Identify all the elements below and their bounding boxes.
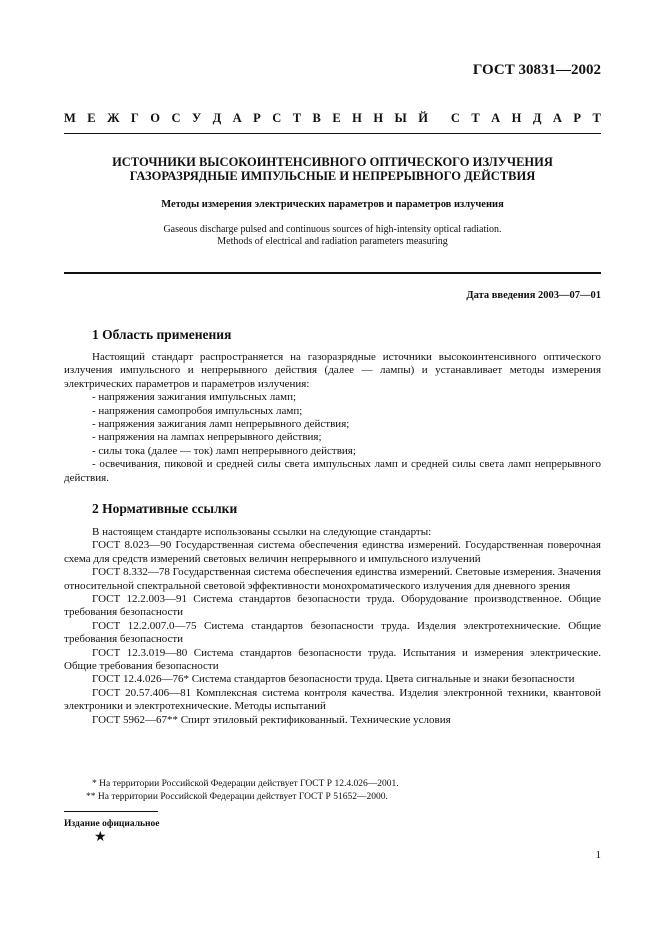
reference-item: ГОСТ 8.332—78 Государственная система обеспечения единства измерений. Световые измерения. Значения относительной спектральной световой эффективности монохроматического излучения для дневного зрения [64,566,601,592]
reference-item: ГОСТ 20.57.406—81 Комплексная система контроля качества. Изделия электронной техники, квантовой электроники и электротехнические. Методы испытаний [64,686,601,713]
page-number: 1 [595,849,601,861]
gost-code: ГОСТ 30831—2002 [472,62,601,78]
introduction-date: Дата введения 2003—07—01 [466,290,601,301]
list-item: - напряжения самопробоя импульсных ламп; [92,404,303,417]
list-item: - освечивания, пиковой и средней силы света импульсных ламп и средней силы света ламп непрерывного действия. [64,458,601,484]
interstate-letter: Ж [107,111,120,125]
reference-item: ГОСТ 12.3.019—80 Система стандартов безопасности труда. Испытания и измерения электрические. Общие требования безопасности [64,646,601,673]
interstate-letter: Т [592,111,601,125]
interstate-letter: В [312,111,321,125]
section-2-body [64,526,601,727]
interstate-letter: Н [352,111,362,125]
document-subtitle: Методы измерения электрических параметров и параметров излучения [161,199,504,210]
official-edition-label: Издание официальное [64,819,160,829]
english-title-line-2: Methods of electrical and radiation parameters measuring [217,236,448,247]
interstate-letter: Р [573,111,582,125]
interstate-letter: С [171,111,181,125]
title-line-1: ИСТОЧНИКИ ВЫСОКОИНТЕНСИВНОГО ОПТИЧЕСКОГО ИЗЛУЧЕНИЯ [112,155,553,169]
section-1-heading: 1 Область применения [92,327,232,342]
interstate-letter: А [552,111,562,125]
english-title [64,224,601,248]
section-2-intro: В настоящем стандарте использованы ссылки на следующие стандарты: [92,526,432,538]
interstate-letter: А [491,111,501,125]
interstate-standard-banner [64,111,601,126]
interstate-letter: Д [212,111,222,125]
footnote-separator-rule [64,811,158,812]
english-title-line-1: Gaseous discharge pulsed and continuous sources of high-intensity optical radiation. [163,224,502,235]
interstate-letter: Н [373,111,384,125]
header-rule [64,133,601,134]
interstate-letter: С [272,111,282,125]
section-1-body [64,351,601,485]
section-1-paragraph: Настоящий стандарт распространяется на газоразрядные источники высокоинтенсивного оптического излучения импульсного и непрерывного действия (далее — лампы) и устанавливает методы измерения электрических параметров и параметров излучения: [64,351,601,390]
interstate-letter: Й [418,111,428,125]
title-line-2: ГАЗОРАЗРЯДНЫЕ ИМПУЛЬСНЫЕ И НЕПРЕРЫВНОГО ДЕЙСТВИЯ [129,169,536,183]
star-icon: ★ [94,830,107,845]
reference-item: ГОСТ 8.023—90 Государственная система обеспечения единства измерений. Государственная поверочная схема для средств измерений световых величин непрерывного и импульсного излучений [64,539,601,565]
footnote: * На территории Российской Федерации действует ГОСТ Р 12.4.026—2001. [92,779,399,789]
reference-item: ГОСТ 12.2.003—91 Система стандартов безопасности труда. Оборудование производственное. Общие требования безопасности [64,593,601,619]
interstate-letter: Т [471,111,480,125]
list-item: - напряжения зажигания ламп непрерывного действия; [92,418,350,431]
reference-item: ГОСТ 5962—67** Спирт этиловый ректификованный. Технические условия [92,713,451,726]
footnotes [64,778,601,804]
interstate-letter: Д [532,111,542,125]
title-rule [64,272,601,274]
list-item: - силы тока (далее — ток) ламп непрерывного действия; [92,444,356,457]
interstate-letter: Р [253,111,261,125]
interstate-letter: Г [130,111,139,125]
interstate-letter: Т [292,111,302,125]
interstate-letter: Ы [394,111,407,125]
interstate-letter: А [232,111,242,125]
footnote: ** На территории Российской Федерации действует ГОСТ Р 51652—2000. [86,792,388,802]
section-2-heading: 2 Нормативные ссылки [92,501,238,516]
interstate-letter: Е [87,111,96,125]
interstate-letter: У [191,111,202,125]
reference-item: ГОСТ 12.4.026—76* Система стандартов безопасности труда. Цвета сигнальные и знаки безопасности [92,673,575,686]
reference-item: ГОСТ 12.2.007.0—75 Система стандартов безопасности труда. Изделия электротехнические. Общие требования безопасности [64,619,601,646]
interstate-letter: С [450,111,460,125]
interstate-letter: О [150,111,161,125]
list-item: - напряжения на лампах непрерывного действия; [92,431,322,444]
interstate-letter: Н [511,111,522,125]
list-item: - напряжения зажигания импульсных ламп; [92,391,297,404]
interstate-letter: Е [332,111,341,125]
document-title [64,155,601,183]
interstate-letter: М [64,111,76,125]
